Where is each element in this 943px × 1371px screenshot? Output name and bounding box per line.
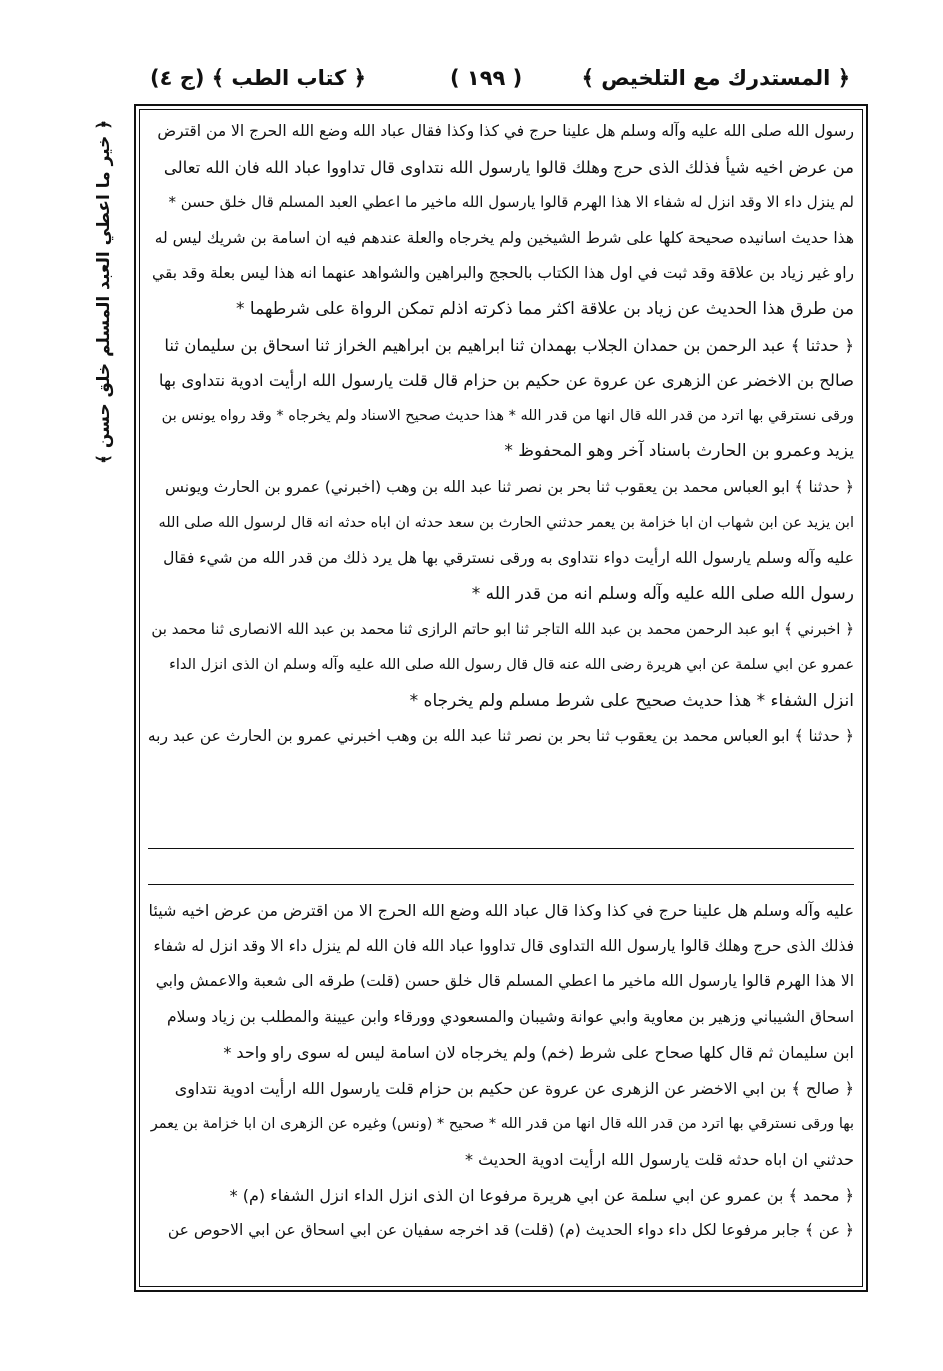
section-divider [148,848,854,849]
note-line: اسحاق الشيباني وزهير بن معاوية وابي عوانة وشيبان والمسعودي وورقاء وابن عيينة والمطلب بن زياد وسلام [167,1007,854,1026]
note-line: ﴿ محمد ﴾ بن عمرو عن ابي سلمة عن ابي هريرة مرفوعا ان الذى انزل الداء انزل الشفاء (م) * [229,1185,854,1205]
book-title: ﴿ المستدرك مع التلخيص ﴾ [581,66,850,90]
note-line: ﴿ صالح ﴾ بن ابي الاخضر عن الزهرى عن عروة عن حكيم بن حزام قلت يارسول الله ارأيت ادوية نتداوى [174,1078,854,1098]
text-line: لم ينزل داء الا وقد انزل له شفاء الا هذا الهرم قالوا يارسول الله ماخير ما اعطي العبد المسلم قال خلق حسن * [168,193,854,212]
text-line: يزيد وعمرو بن الحارث باسناد آخر وهو المحفوظ * [504,441,854,462]
text-line: انزل الشفاء * هذا حديث صحيح على شرط مسلم ولم يخرجاه * [409,690,854,711]
text-line: هذا حديث اسانيده صحيحة كلها على شرط الشيخين ولم يخرجاه والعلة عندهم فيه ان اسامة بن شريك ليس له [154,228,854,247]
text-line: من عرض اخيه شيأ فذلك الذى حرج وهلك قالوا يارسول الله نتداوى قال تداووا عباد الله فان الله تعالى [163,157,854,177]
chapter-title: ﴿ كتاب الطب ﴾ (ج ٤) [150,66,366,90]
text-line: رسول الله صلى الله عليه وآله وسلم انه من قدر الله * [471,583,854,604]
section-divider [148,884,854,885]
text-line: رسول الله صلى الله عليه وآله وسلم هل علينا حرج في كذا وكذا فقال عباد الله وضع الله الحرج الا من اقترض [157,122,854,140]
text-line: عليه وآله وسلم يارسول الله ارأيت دواء نتداوى به ورقى نسترقي بها هل يرد ذلك من قدر الله من شيء فقال [163,549,854,568]
text-line: عمرو عن ابي سلمة عن ابي هريرة رضى الله عنه قال قال رسول الله صلى الله عليه وآله وسلم ان الذى انزل الداء [169,656,854,673]
text-line: ﴿ اخبرني ﴾ ابو عبد الرحمن محمد بن عبد الله التاجر ثنا ابو حاتم الرازى ثنا محمد بن عبد الله الانصارى ثنا محمد بن [151,620,854,639]
note-line: حدثني ان اباه حدثه قلت يارسول الله ارأيت ادوية الحديث * [465,1150,854,1170]
note-line: ﴿ عن ﴾ جابر مرفوعا لكل داء دواء الحديث (م) (قلت) قد اخرجه سفيان عن ابي اسحاق عن ابي الاحوص عن [167,1221,854,1240]
main-text [148,114,854,755]
note-line: بها ورقى نسترقي بها اترد من قدر الله قال انها من قدر الله * صحيح * (ونس) وغيره عن الزهرى ان ابا خزامة بن يعمر [150,1115,854,1132]
text-line: من طرق هذا الحديث عن زياد بن علاقة اكثر مما ذكرته اذلم تمكن الرواة على شرطهما * [236,298,854,319]
text-line: ورقى نسترقي بها اترد من قدر الله قال انها من قدر الله * هذا حديث صحيح الاسناد ولم يخرجاه * وقد رواه يونس بن [161,407,854,424]
text-line: راو غير زياد بن علاقة وقد ثبت في اول هذا الكتاب بالحجج والبراهين والشواهد عنهما انه هذا ليس بعلة وقد بقي [152,264,854,283]
text-line: ﴿ حدثنا ﴾ عبد الرحمن بن حمدان الجلاب بهمدان ثنا ابراهيم بن ابراهيم الخراز ثنا اسحاق بن سليمان ثنا [164,335,854,355]
text-line: صالح بن الاخضر عن الزهرى عن عروة عن حكيم بن حزام قال قلت يارسول الله ارأيت ادوية نتداوى بها [158,371,854,391]
note-line: فذلك الذى حرج وهلك قالوا يارسول الله التداوى قال تداووا عباد الله فان الله لم ينزل داء الا وقد انزل له شفاء [153,936,854,955]
text-line: ﴿ حدثنا ﴾ ابو العباس محمد بن يعقوب ثنا بحر بن نصر ثنا عبد الله بن وهب (اخبرني) عمرو بن الحارث ويونس [164,477,854,496]
page-number: ( ١٩٩ ) [450,66,523,90]
note-line: ابن سليمان ثم قال كلها صحاح على شرط (خم) ولم يخرجاه لان اسامة ليس له سوى راو واحد * [223,1043,854,1063]
note-line: الا هذا الهرم قالوا يارسول الله ماخير ما اعطي المسلم قال خلق حسن (قلت) طرقه الى شعبة والاعمش وابي [155,972,854,991]
summary-notes [148,893,854,1249]
margin-note: ﴿ خير ما اعطي العبد المسلم خلق حسن ﴾ [94,120,114,465]
text-line: ابن يزيد عن ابن شهاب ان ابا خزامة بن يعمر حدثني الحارث بن سعد حدثه ان اباه حدثه انه قال لرسول الله صلى الله [158,514,854,531]
page-header [150,62,850,102]
note-line: عليه وآله وسلم هل علينا حرج في كذا وكذا قال عباد الله وضع الله الحرج الا من اقترض من عرض اخيه شيئا [148,901,854,920]
text-line: ﴿ حدثنا ﴾ ابو العباس محمد بن يعقوب ثنا بحر بن نصر ثنا عبد الله بن وهب اخبرني عمرو بن الحارث عن عبد ربه [148,727,854,746]
